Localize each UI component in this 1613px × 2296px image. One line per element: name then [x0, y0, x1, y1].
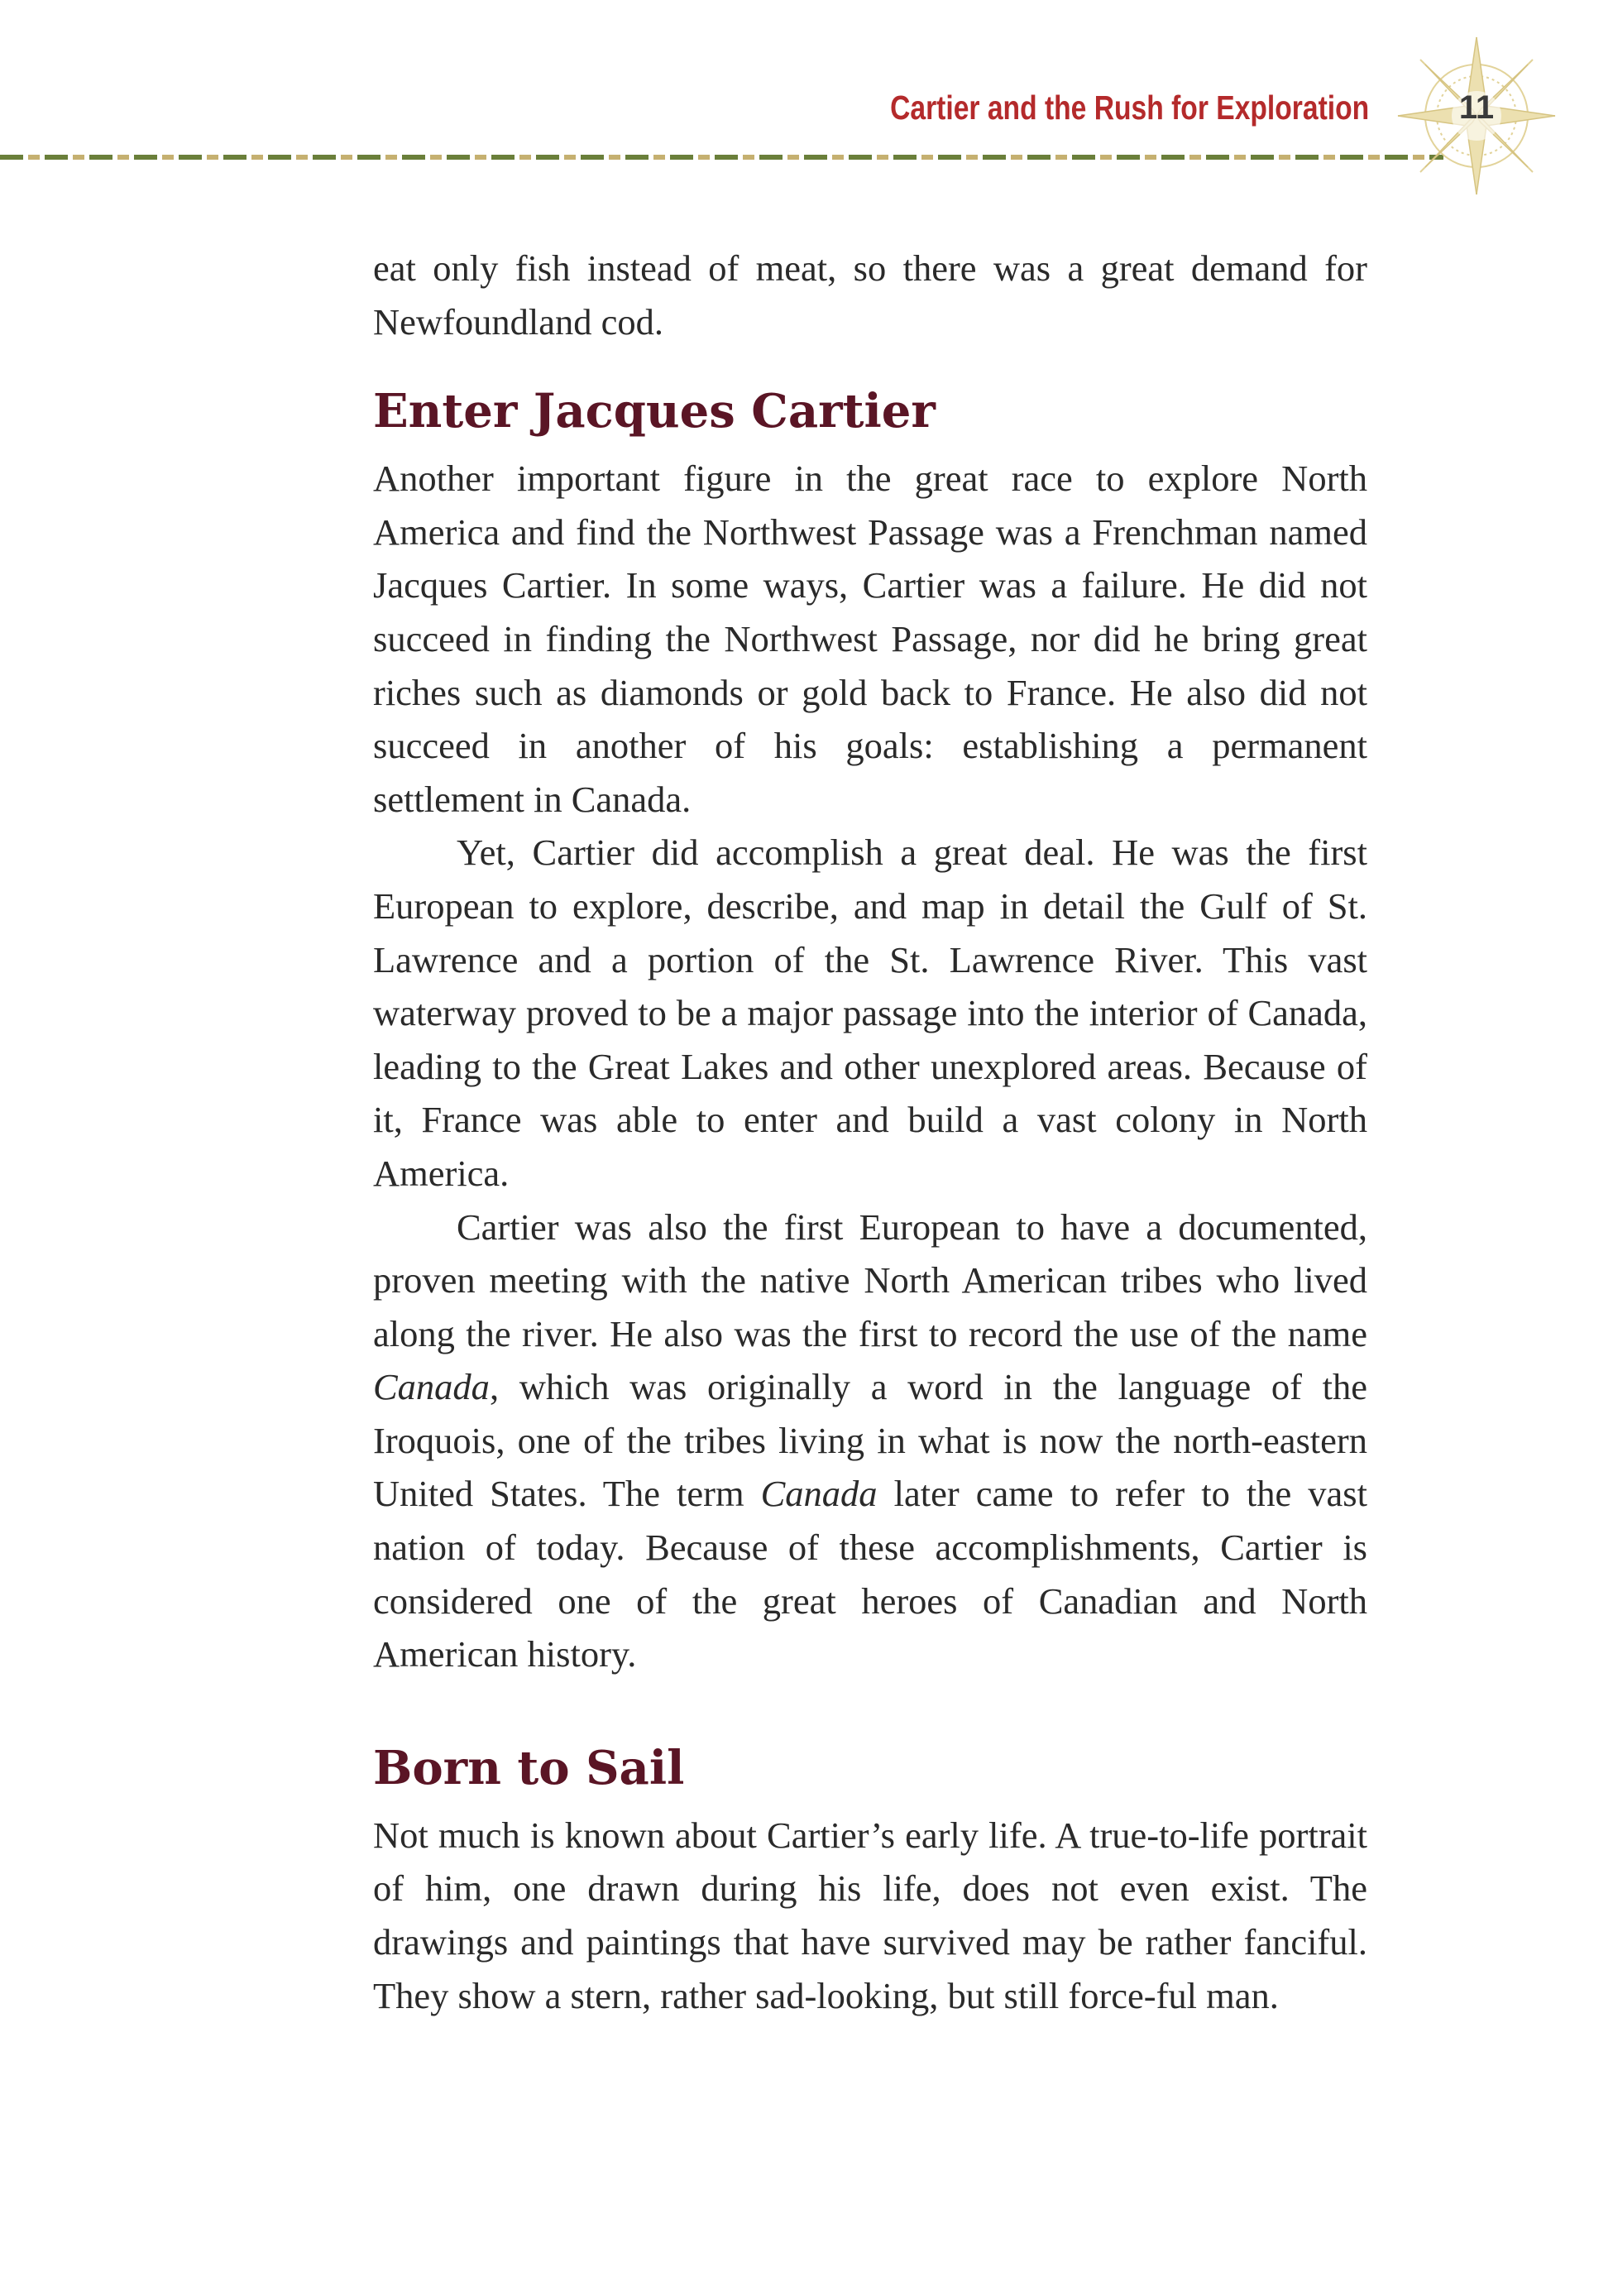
paragraph-text-segment: later came to refer to the vast nation of today. Because of these accomplishments, Cartier is considered one of the great heroes of Canadian and North American history. — [373, 1473, 1367, 1675]
italic-term-canada: Canada — [373, 1366, 490, 1408]
intro-paragraph: eat only fish instead of meat, so there was a great demand for Newfoundland cod. — [373, 247, 1367, 343]
running-header — [0, 0, 1613, 199]
page-number: 11 — [1458, 89, 1495, 126]
italic-term-canada: Canada — [760, 1473, 878, 1515]
page-content — [373, 242, 1367, 2022]
paragraph-early-life: Not much is known about Cartier’s early life. A true-to-life portrait of him, one drawn during his life, does not even exist. The drawings and paintings that have survived may be rather fanciful. They show a stern, rather sad-looking, but still force-ful man. — [373, 1814, 1367, 2016]
running-title: Cartier and the Rush for Exploration — [889, 89, 1369, 127]
section-heading-born-to-sail: Born to Sail — [373, 1740, 685, 1795]
paragraph-text-segment: , which was originally a word in the language of the Iroquois, one of the tribes living in what is now the north-eastern United States. The term — [373, 1366, 1367, 1515]
header-dashed-rule — [0, 155, 1443, 160]
paragraph-cartier-intro: Another important figure in the great race to explore North America and find the Northwest Passage was a Frenchman named Jacques Cartier. In some ways, Cartier was a failure. He did not succeed in finding the Northwest Passage, nor did he bring great riches such as diamonds or gold back to France. He also did not succeed in another of his goals: establishing a permanent settlement in Canada. — [373, 458, 1367, 820]
section-heading-enter-jacques-cartier: Enter Jacques Cartier — [373, 384, 936, 439]
paragraph-cartier-first-european — [373, 1201, 1367, 1681]
paragraph-cartier-accomplishments: Yet, Cartier did accomplish a great deal. He was the first European to explore, describe, and map in detail the Gulf of St. Lawrence and a portion of the St. Lawrence River. This vast waterway proved to be a major passage into the interior of Canada, leading to the Great Lakes and other unexplored areas. Because of it, France was able to enter and build a vast colony in North America. — [373, 832, 1367, 1194]
paragraph-text-segment: Cartier was also the first European to have a documented, proven meeting with the native North American tribes who lived along the river. He also was the first to record the use of the name — [373, 1206, 1367, 1354]
